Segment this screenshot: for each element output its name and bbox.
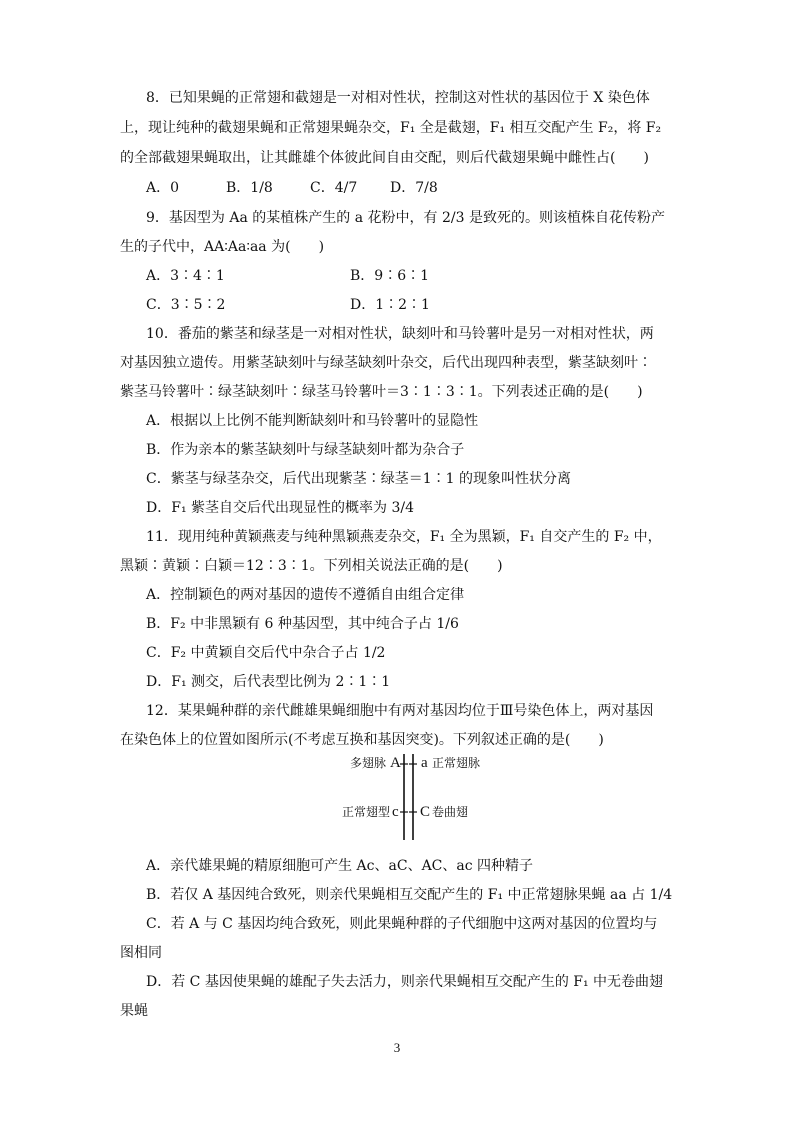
gene-a-label: a bbox=[421, 755, 428, 771]
q11-line-1: 11．现用纯种黄颖燕麦与纯种黑颖燕麦杂交，F₁ 全为黑颖，F₁ 自交产生的 F₂ 中， bbox=[146, 529, 662, 545]
gene-A-label: A bbox=[390, 755, 401, 771]
q9-line-2: 生的子代中，AA∶Aa∶aa 为( ) bbox=[120, 239, 325, 255]
q12-option-d: D．若 C 基因使果蝇的雄配子失去活力，则亲代果蝇相互交配产生的 F₁ 中无卷曲翅 bbox=[146, 974, 664, 990]
q9-option-b: B．9∶6∶1 bbox=[350, 268, 430, 284]
q10-line-1: 10．番茄的紫茎和绿茎是一对相对性状，缺刻叶和马铃薯叶是另一对相对性状，两 bbox=[146, 326, 654, 342]
q9-line-1: 9．基因型为 Aa 的某植株产生的 a 花粉中，有 2/3 是致死的。则该植株自花传粉产 bbox=[146, 210, 665, 226]
q9-option-d: D．1∶2∶1 bbox=[350, 297, 430, 313]
q12-line-1: 12．某果蝇种群的亲代雌雄果蝇细胞中有两对基因均位于Ⅲ号染色体上，两对基因 bbox=[146, 703, 654, 719]
q10-line-2: 对基因独立遗传。用紫茎缺刻叶与绿茎缺刻叶杂交，后代出现四种表型，紫茎缺刻叶∶ bbox=[120, 355, 652, 371]
label-normal-wing: 正常翅型 bbox=[342, 805, 391, 819]
q11-option-a: A．控制颖色的两对基因的遗传不遵循自由组合定律 bbox=[146, 587, 465, 603]
q8-line-2: 上，现让纯种的截翅果蝇和正常翅果蝇杂交，F₁ 全是截翅，F₁ 相互交配产生 F₂，将 F₂ bbox=[120, 120, 662, 136]
q12-option-d-cont: 果蝇 bbox=[120, 1003, 148, 1019]
q8-line-1: 8．已知果蝇的正常翅和截翅是一对相对性状，控制这对性状的基因位于 X 染色体 bbox=[146, 90, 650, 106]
q11-line-2: 黑颖∶黄颖∶白颖＝12∶3∶1。下列相关说法正确的是( ) bbox=[120, 558, 503, 574]
q12-option-c: C．若 A 与 C 基因均纯合致死，则此果蝇种群的子代细胞中这两对基因的位置均与 bbox=[146, 916, 658, 932]
q10-option-d: D．F₁ 紫茎自交后代出现显性的概率为 3/4 bbox=[146, 500, 414, 516]
chromosome-diagram bbox=[340, 750, 500, 842]
q8-option-d: D．7/8 bbox=[390, 180, 438, 196]
q8-option-b: B．1/8 bbox=[226, 180, 273, 196]
q8-option-c: C．4/7 bbox=[310, 180, 358, 196]
q12-option-a: A．亲代雄果蝇的精原细胞可产生 Ac、aC、AC、ac 四种精子 bbox=[146, 858, 534, 874]
q8-option-a: A．0 bbox=[146, 180, 180, 196]
q11-option-c: C．F₂ 中黄颖自交后代中杂合子占 1/2 bbox=[146, 645, 386, 661]
q10-option-a: A．根据以上比例不能判断缺刻叶和马铃薯叶的显隐性 bbox=[146, 413, 479, 429]
label-curly-wing: 卷曲翅 bbox=[432, 805, 469, 819]
q10-option-c: C．紫茎与绿茎杂交，后代出现紫茎∶绿茎＝1∶1 的现象叫性状分离 bbox=[146, 471, 571, 487]
q8-line-3: 的全部截翅果蝇取出，让其雌雄个体彼此间自由交配，则后代截翅果蝇中雌性占( ) bbox=[120, 150, 649, 166]
q10-line-3: 紫茎马铃薯叶∶绿茎缺刻叶∶绿茎马铃薯叶＝3∶1∶3∶1。下列表述正确的是( ) bbox=[120, 384, 643, 400]
q11-option-b: B．F₂ 中非黑颖有 6 种基因型，其中纯合子占 1/6 bbox=[146, 616, 459, 632]
q9-option-c: C．3∶5∶2 bbox=[146, 297, 226, 313]
q11-option-d: D．F₁ 测交，后代表型比例为 2∶1∶1 bbox=[146, 674, 391, 690]
q12-option-c-cont: 图相同 bbox=[120, 945, 162, 961]
page-number: 3 bbox=[393, 1040, 401, 1055]
q10-option-b: B．作为亲本的紫茎缺刻叶与绿茎缺刻叶都为杂合子 bbox=[146, 442, 465, 458]
q12-option-b: B．若仅 A 基因纯合致死，则亲代果蝇相互交配产生的 F₁ 中正常翅脉果蝇 aa 占 1/4 bbox=[146, 887, 673, 903]
label-multi-vein: 多翅脉 bbox=[350, 756, 387, 770]
q9-option-a: A．3∶4∶1 bbox=[146, 268, 225, 284]
gene-C-label: C bbox=[420, 804, 431, 820]
q12-line-2: 在染色体上的位置如图所示(不考虑互换和基因突变)。下列叙述正确的是( ) bbox=[120, 732, 604, 748]
gene-c-label: c bbox=[392, 804, 399, 820]
label-normal-vein: 正常翅脉 bbox=[432, 756, 481, 770]
